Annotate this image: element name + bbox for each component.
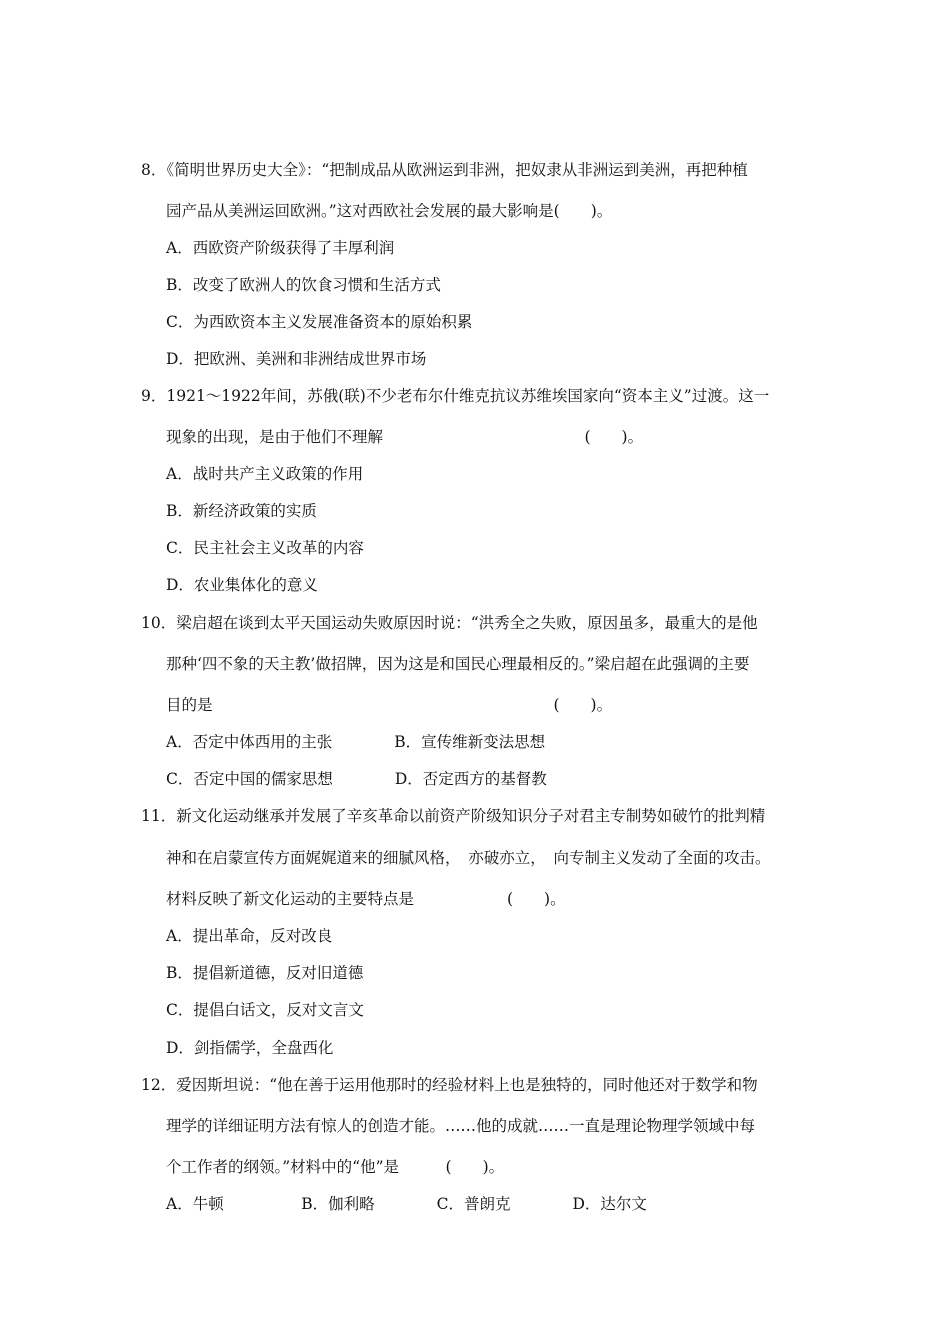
question-10-options-row-1: A．否定中体西用的主张 B．宣传维新变法思想 — [166, 733, 546, 751]
question-12-stem-line-1: 12．爱因斯坦说：“他在善于运用他那时的经验材料上也是独特的，同时他还对于数学和物 — [141, 1076, 758, 1094]
question-8-option-b: B．改变了欧洲人的饮食习惯和生活方式 — [166, 276, 441, 294]
question-8-stem-line-1: 8．《简明世界历史大全》：“把制成品从欧洲运到非洲，把奴隶从非洲运到美洲，再把种植 — [141, 161, 748, 179]
question-8-option-d: D．把欧洲、美洲和非洲结成世界市场 — [166, 350, 427, 368]
question-9-stem-line-1: 9．1921～1922年间，苏俄(联)不少老布尔什维克抗议苏维埃国家向“资本主义”过渡。这一 — [141, 387, 770, 405]
question-12-stem-line-2: 理学的详细证明方法有惊人的创造才能。……他的成就……一直是理论物理学领域中每 — [166, 1117, 756, 1135]
question-9-stem-line-2: 现象的出现，是由于他们不理解 ( )。 — [166, 428, 644, 446]
question-8-option-c: C．为西欧资本主义发展准备资本的原始积累 — [166, 313, 473, 331]
question-9-option-a: A．战时共产主义政策的作用 — [166, 465, 364, 483]
question-10-stem-line-1: 10．梁启超在谈到太平天国运动失败原因时说：“洪秀全之失败，原因虽多，最重大的是他 — [141, 614, 758, 632]
question-11-option-a: A．提出革命，反对改良 — [166, 927, 333, 945]
question-11-option-b: B．提倡新道德，反对旧道德 — [166, 964, 364, 982]
question-8-stem-line-2: 园产品从美洲运回欧洲。”这对西欧社会发展的最大影响是( )。 — [166, 202, 613, 220]
question-9-option-b: B．新经济政策的实质 — [166, 502, 317, 520]
question-8-option-a: A．西欧资产阶级获得了丰厚利润 — [166, 239, 395, 257]
question-9-option-c: C．民主社会主义改革的内容 — [166, 539, 364, 557]
question-10-stem-line-3: 目的是 ( )。 — [166, 696, 613, 714]
question-11-option-d: D．剑指儒学，全盘西化 — [166, 1039, 334, 1057]
question-11-stem-line-1: 11．新文化运动继承并发展了辛亥革命以前资产阶级知识分子对君主专制势如破竹的批判精 — [141, 807, 766, 825]
question-11-stem-line-3: 材料反映了新文化运动的主要特点是 ( )。 — [166, 890, 566, 908]
question-9-option-d: D．农业集体化的意义 — [166, 576, 318, 594]
question-11-stem-line-2: 神和在启蒙宣传方面娓娓道来的细腻风格， 亦破亦立， 向专制主义发动了全面的攻击。 — [166, 849, 771, 867]
question-10-stem-line-2: 那种‘四不象的天主教’做招牌，因为这是和国民心理最相反的。”梁启超在此强调的主要 — [166, 655, 750, 673]
question-11-option-c: C．提倡白话文，反对文言文 — [166, 1001, 364, 1019]
question-12-stem-line-3: 个工作者的纲领。”材料中的“他”是 ( )。 — [166, 1158, 505, 1176]
question-10-options-row-2: C．否定中国的儒家思想 D．否定西方的基督教 — [166, 770, 547, 788]
question-12-options-row: A．牛顿 B．伽利略 C．普朗克 D．达尔文 — [166, 1195, 647, 1213]
